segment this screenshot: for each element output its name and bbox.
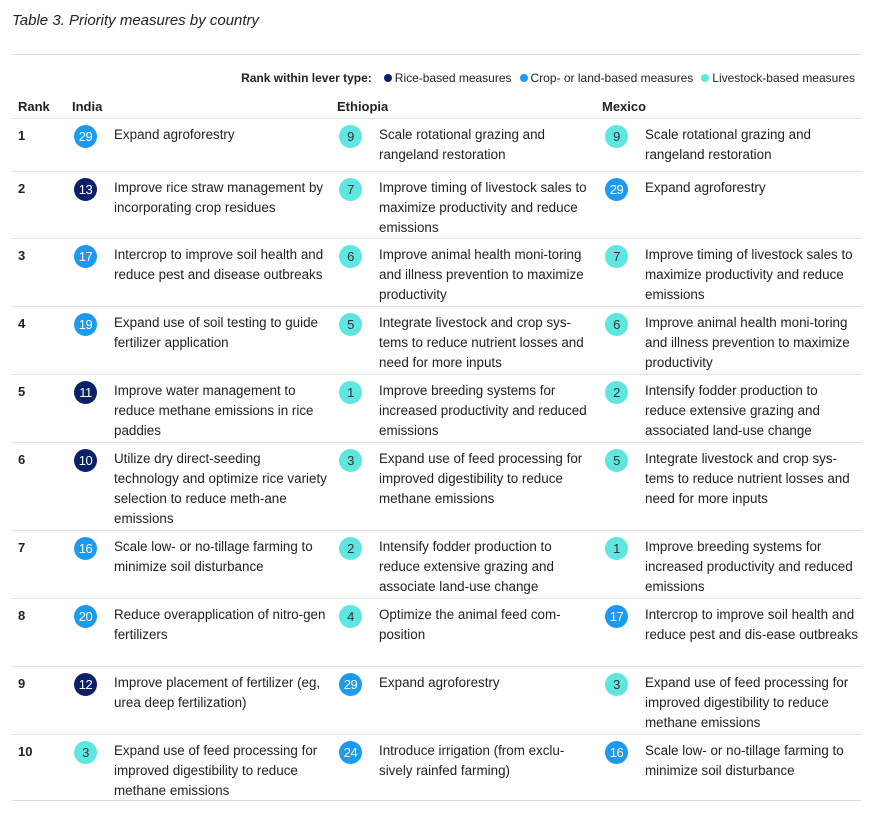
measure-text: Intercrop to improve soil health and reduce pest and dis-ease outbreaks [645, 607, 858, 642]
header-ethiopia: Ethiopia [337, 99, 389, 114]
lever-rank-badge: 3 [605, 673, 628, 696]
table-row [12, 442, 862, 530]
lever-rank-badge: 3 [339, 449, 362, 472]
lever-rank-badge: 29 [339, 673, 362, 696]
measure-text: Scale rotational grazing and rangeland restoration [379, 127, 546, 162]
measure-text: Improve water management to reduce methane emissions in rice paddies [114, 383, 314, 438]
rank-number: 9 [18, 676, 26, 691]
measure-text: Improve breeding systems for increased productivity and reduced emissions [645, 539, 853, 594]
livestock-dot-icon [701, 74, 709, 82]
lever-rank-badge: 16 [74, 537, 97, 560]
measure-text: Improve breeding systems for increased productivity and reduced emissions [379, 383, 587, 438]
lever-rank-badge: 29 [74, 125, 97, 148]
measure-text: Integrate livestock and crop sys-tems to reduce nutrient losses and need for more inputs [379, 315, 584, 370]
lever-rank-badge: 24 [339, 741, 362, 764]
lever-rank-badge: 6 [605, 313, 628, 336]
measure-text: Improve timing of livestock sales to maximize productivity and reduce emissions [379, 180, 587, 235]
lever-rank-badge: 12 [74, 673, 97, 696]
measure-text: Intensify fodder production to reduce extensive grazing and associate land-use change [379, 539, 554, 594]
rank-number: 1 [18, 128, 26, 143]
legend [241, 71, 855, 85]
lever-rank-badge: 3 [74, 741, 97, 764]
rank-number: 8 [18, 608, 26, 623]
measure-text: Expand agroforestry [114, 127, 235, 142]
measure-text: Scale rotational grazing and rangeland restoration [645, 127, 812, 162]
rank-number: 7 [18, 540, 26, 555]
lever-rank-badge: 7 [339, 178, 362, 201]
measure-text: Intensify fodder production to reduce extensive grazing and associated land-use change [645, 383, 820, 438]
lever-rank-badge: 4 [339, 605, 362, 628]
header-mexico: Mexico [602, 99, 647, 114]
top-divider [12, 54, 861, 55]
rank-number: 10 [18, 744, 33, 759]
table-row [12, 374, 862, 442]
table-row [12, 530, 862, 598]
lever-rank-badge: 6 [339, 245, 362, 268]
lever-rank-badge: 9 [339, 125, 362, 148]
lever-rank-badge: 20 [74, 605, 97, 628]
measure-text: Improve timing of livestock sales to maximize productivity and reduce emissions [645, 247, 853, 302]
table-row [12, 734, 862, 805]
lever-rank-badge: 5 [339, 313, 362, 336]
measure-text: Reduce overapplication of nitro-gen fertilizers [114, 607, 326, 642]
lever-rank-badge: 9 [605, 125, 628, 148]
measure-text: Integrate livestock and crop sys-tems to reduce nutrient losses and need for more inputs [645, 451, 850, 506]
lever-rank-badge: 5 [605, 449, 628, 472]
legend-crop-label: Crop- or land-based measures [530, 71, 694, 85]
measure-text: Improve rice straw management by incorporating crop residues [114, 180, 324, 215]
measure-text: Utilize dry direct-seeding technology and optimize rice variety selection to reduce meth-ane emissions [114, 451, 327, 526]
measure-text: Intercrop to improve soil health and reduce pest and disease outbreaks [114, 247, 324, 282]
bottom-divider [12, 800, 861, 801]
lever-rank-badge: 2 [339, 537, 362, 560]
legend-rice-label: Rice-based measures [394, 71, 512, 85]
table-row [12, 118, 862, 171]
lever-rank-badge: 13 [74, 178, 97, 201]
table-row [12, 306, 862, 374]
legend-label: Rank within lever type: [241, 71, 372, 85]
legend-item-rice [384, 71, 512, 85]
lever-rank-badge: 19 [74, 313, 97, 336]
measure-text: Improve placement of fertilizer (eg, urea deep fertilization) [114, 675, 321, 710]
measure-text: Expand agroforestry [379, 675, 500, 690]
measure-text: Expand use of soil testing to guide fertilizer application [114, 315, 318, 350]
table-row [12, 598, 862, 666]
rice-dot-icon [384, 74, 392, 82]
rank-number: 4 [18, 316, 26, 331]
lever-rank-badge: 2 [605, 381, 628, 404]
lever-rank-badge: 10 [74, 449, 97, 472]
measure-text: Scale low- or no-tillage farming to minimize soil disturbance [645, 743, 844, 778]
measure-text: Introduce irrigation (from exclu-sively rainfed farming) [379, 743, 565, 778]
lever-rank-badge: 1 [605, 537, 628, 560]
rank-number: 5 [18, 384, 26, 399]
header-rank: Rank [18, 99, 50, 114]
lever-rank-badge: 17 [605, 605, 628, 628]
legend-livestock-label: Livestock-based measures [712, 71, 855, 85]
lever-rank-badge: 17 [74, 245, 97, 268]
table-row [12, 238, 862, 306]
rank-number: 2 [18, 181, 26, 196]
lever-rank-badge: 29 [605, 178, 628, 201]
header-india: India [72, 99, 103, 114]
rank-number: 3 [18, 248, 26, 263]
measure-text: Expand use of feed processing for improved digestibility to reduce methane emissions [645, 675, 849, 730]
measure-text: Improve animal health moni-toring and illness prevention to maximize productivity [379, 247, 584, 302]
measure-text: Expand use of feed processing for improved digestibility to reduce methane emissions [379, 451, 583, 506]
measure-text: Improve animal health moni-toring and illness prevention to maximize productivity [645, 315, 850, 370]
measure-text: Optimize the animal feed com-position [379, 607, 561, 642]
table-row [12, 171, 862, 238]
measure-text: Scale low- or no-tillage farming to minimize soil disturbance [114, 539, 313, 574]
measure-text: Expand use of feed processing for improved digestibility to reduce methane emissions [114, 743, 318, 798]
lever-rank-badge: 11 [74, 381, 97, 404]
measure-text: Expand agroforestry [645, 180, 766, 195]
lever-rank-badge: 7 [605, 245, 628, 268]
priority-table [12, 118, 862, 805]
table-title: Table 3. Priority measures by country [12, 12, 260, 29]
crop-dot-icon [520, 74, 528, 82]
legend-item-crop [520, 71, 694, 85]
lever-rank-badge: 16 [605, 741, 628, 764]
lever-rank-badge: 1 [339, 381, 362, 404]
table-row [12, 666, 862, 734]
rank-number: 6 [18, 452, 26, 467]
legend-item-livestock [701, 71, 855, 85]
